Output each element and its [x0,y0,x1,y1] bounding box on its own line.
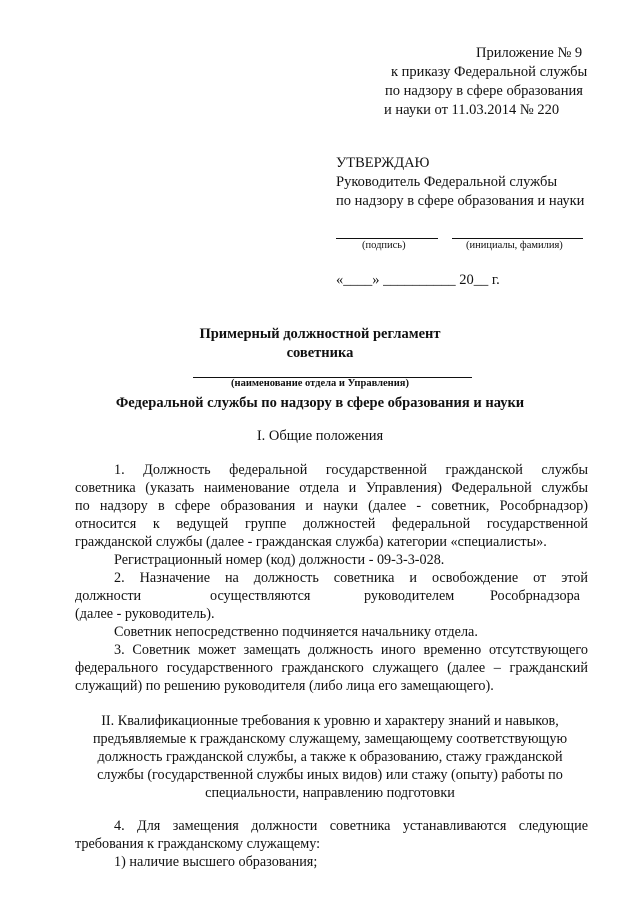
title-line: Примерный должностной регламент [199,326,441,342]
title-position: советника [286,345,354,361]
list-item: 1) наличие высшего образования; [114,854,318,870]
paragraph-line: требования к гражданскому служащему: [75,836,321,852]
appendix-number: Приложение № 9 [476,45,583,61]
approve-heading: УТВЕРЖДАЮ [336,155,430,171]
heading-line: службы (государственной службы иных видов) или стажу (опыту) работы по [97,767,563,783]
paragraph-line: относится к ведущей группе должностей федеральной государственной [75,516,588,532]
approver-position: по надзору в сфере образования и науки [336,193,585,209]
paragraph-word: осуществляются [210,588,311,604]
paragraph-line: 4. Для замещения должности советника устанавливаются следующие [114,818,588,834]
subordination: Советник непосредственно подчиняется начальнику отдела. [114,624,478,640]
paragraph-line: 2. Назначение на должность советника и освобождение от этой [114,570,588,586]
appendix-order-date: и науки от 11.03.2014 № 220 [384,102,560,118]
signature-label: (подпись) [362,240,406,251]
paragraph-word: должности [75,588,142,604]
paragraph-line: (далее - руководитель). [75,606,215,622]
heading-line: предъявляемые к гражданскому служащему, замещающему соответствующую [92,731,568,747]
approver-position: Руководитель Федеральной службы [336,174,558,190]
paragraph-line: федерального государственного гражданского служащего (далее – гражданский [75,660,588,676]
section1-heading: I. Общие положения [256,428,384,444]
approval-date-line: «____» __________ 20__ г. [336,272,500,288]
signature-line [336,238,438,239]
heading-line: должность гражданской службы, а также к образованию, стажу гражданской [97,749,563,765]
service-name: Федеральной службы по надзору в сфере образования и науки [115,395,525,411]
heading-line: II. Квалификационные требования к уровню и характеру знаний и навыков, [101,713,559,729]
heading-line: специальности, направлению подготовки [205,785,455,801]
appendix-order-line: к приказу Федеральной службы [391,64,588,80]
initials-line [452,238,583,239]
appendix-order-line: по надзору в сфере образования [385,83,583,99]
department-label: (наименование отдела и Управления) [231,378,409,389]
paragraph-line: по надзору в сфере образования и науки (далее - советник, Рособрнадзор) [75,498,588,514]
paragraph-line: 3. Советник может замещать должность иного временно отсутствующего [114,642,588,658]
paragraph-line: служащий) по решению руководителя (либо лица его замещающего). [75,678,494,694]
paragraph-line: советника (указать наименование отдела и Управления) Федеральной службы [75,480,588,496]
paragraph-word: Рособрнадзора [490,588,580,604]
registration-number: Регистрационный номер (код) должности - 09-3-3-028. [114,552,445,568]
paragraph-word: руководителем [364,588,455,604]
initials-label: (инициалы, фамилия) [466,240,563,251]
paragraph-line: гражданской службы (далее - гражданская служба) категории «специалисты». [75,534,547,550]
paragraph-line: 1. Должность федеральной государственной гражданской службы [114,462,588,478]
